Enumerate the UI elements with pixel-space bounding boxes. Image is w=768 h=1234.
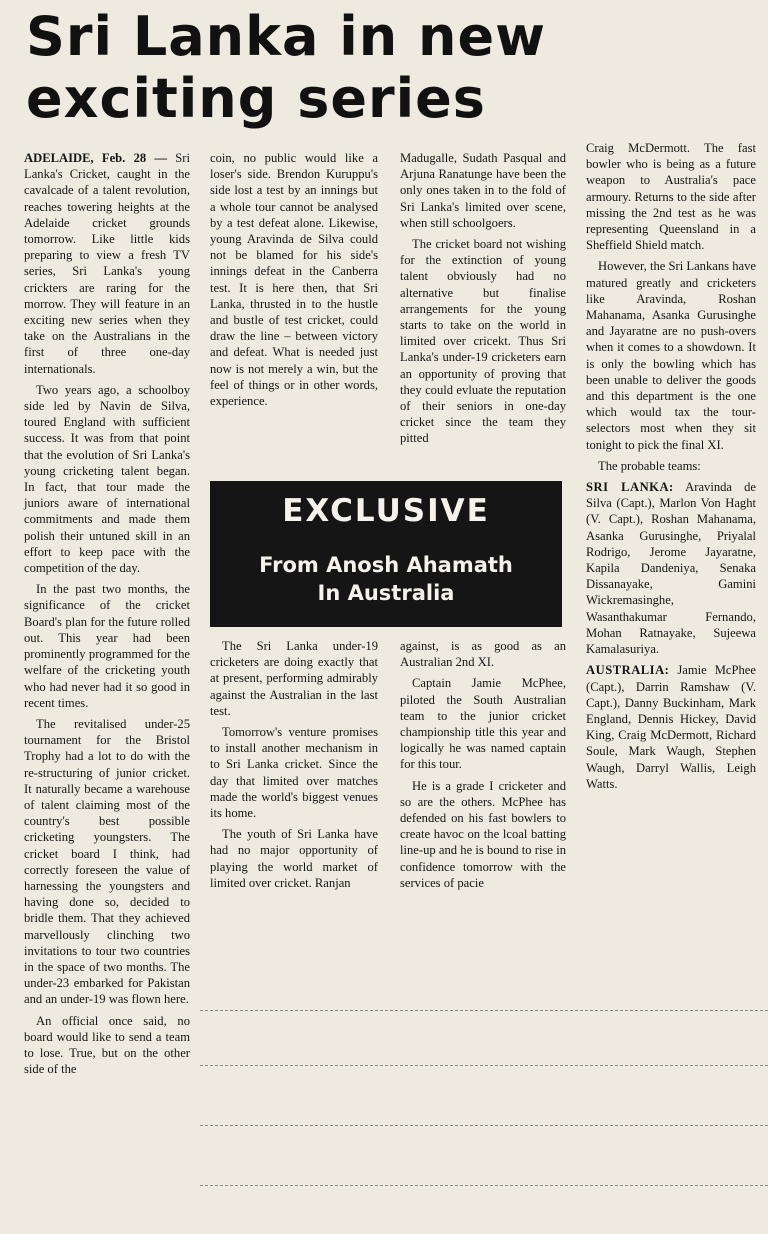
headline: [26, 6, 756, 130]
paragraph: The probable teams:: [598, 458, 701, 473]
dashed-rule: [200, 1185, 768, 1186]
paragraph: The revitalised under-25 tournament for the Bristol Trophy had a lot to do with the re-structuring of junior cricket. It naturally became a warehouse of talent claiming most of the country's best possible cricketing youngsters. The cricket board I think, had correctly foreseen the value of harnessing the youngsters and having done so, decided to bridle them. That they achieved marvellously clinching two invitations to tour two countries in the space of two months. The under-23 embarked for Pakistan and an under-19 was flown here.: [24, 716, 190, 1007]
paragraph: The youth of Sri Lanka have had no major opportunity of playing the world market of limited over cricket. Ranjan: [210, 827, 378, 890]
paragraph: [24, 150, 190, 377]
column-3-top: [400, 150, 566, 452]
paragraph: He is a grade I cricketer and so are the others. McPhee has defended on his fast bowlers to create havoc on the lcoal batting line-up and he is bound to rise in confidence tomorrow with the services of pacie: [400, 778, 566, 890]
paragraph: In the past two months, the significance of the cricket Board's plan for the future rolled out. This year had been prominently programmed for the welfare of the cricketing youth who had never had it so good in recent times.: [24, 582, 190, 710]
column-4: [586, 140, 756, 797]
paragraph: coin, no public would like a loser's side. Brendon Kuruppu's side lost a test by an innings but a whole tour cannot be analysed by a test defeat alone. Likewise, young Aravinda de Silva could not be blamed for his side's innings defeat in the Canberra test. It is here then, that Sri Lanka, thrusted in to the hustle and bustle of test cricket, could draw the line – between victory and defeat. What is needed just now is not merely a win, but the feel of things or in other words, experience.: [210, 151, 378, 409]
team-name: AUSTRALIA:: [586, 663, 670, 678]
column-2-top: [210, 150, 378, 414]
dashed-rule: [200, 1125, 768, 1126]
paragraph-text: Sri Lanka's Cricket, caught in the cavalcade of a talent revolution, reaches towering heights at the Adelaide cricket grounds tomorrow. Like little kids preparing to view a fresh TV series, Sri Lanka's young crickters are raring for the morrow. They will feature in an exciting new series when they take on the Australians in the first of three one-day internationals.: [24, 151, 190, 376]
paragraph: The cricket board not wishing for the extinction of young talent obviously had no alternative but finalise arrangements for the young starts to take on the world in limited over cricekt. Thus Sri Lanka's under-19 cricketers earn an opportunity of proving that they could evluate the reputation of their seniors in one-day cricket since the team they pitted: [400, 237, 566, 446]
paragraph: An official once said, no board would like to send a team to lose. True, but on the other side of the: [24, 1013, 190, 1077]
headline-line-1: Sri Lanka in new: [26, 5, 546, 68]
team-players: Jamie McPhee (Capt.), Darrin Ramshaw (V. Capt.), Danny Buckinham, Mark England, Dennis Hickey, David King, Craig McDermott, Richard Soule, Mark Waugh, Stephen Waugh, Darryl Wallis, Leigh Watts.: [586, 663, 756, 791]
dateline: ADELAIDE, Feb. 28 —: [24, 151, 168, 165]
paragraph: However, the Sri Lankans have matured greatly and cricketers like Aravinda, Roshan Mahanama, Asanka Gurusinghe and Jayaratne are no push-overs when it comes to a showdown. It is only the bowling which has been unable to deliver the goods and this department is the one which would tax the tour-selectors most when they sit tonight to pick the final XI.: [586, 259, 756, 452]
byline-line-2: In Australia: [317, 581, 455, 605]
team-players: Aravinda de Silva (Capt.), Marlon Von Haght (V. Capt.), Roshan Mahanama, Asanka Gurusinghe, Priyalal Rodrigo, Jerome Jayaratne, Kapila Dandeniya, Senaka Dissanayake, Gamini Wickremasinghe, Wasanthakumar Fernando, Mohan Ratnayake, Sujeewa Kamalasuriya.: [586, 480, 756, 657]
byline: [210, 551, 562, 607]
headline-line-2: exciting series: [26, 67, 486, 130]
column-2-bottom: [210, 638, 378, 896]
paragraph: Craig McDermott. The fast bowler who is being as a future weapon to Australia's pace armoury. Returns to the side after missing the 2nd test as he was representing Queensland in a Sheffield Shield match.: [586, 141, 756, 253]
paragraph: The Sri Lanka under-19 cricketers are doing exactly that at present, performing admirably against the Australian in the last test.: [210, 639, 378, 718]
column-1: [24, 150, 190, 1082]
exclusive-title: EXCLUSIVE: [282, 493, 490, 529]
dashed-rule: [200, 1065, 768, 1066]
team-name: SRI LANKA:: [586, 480, 674, 495]
dashed-rule: [200, 1010, 768, 1011]
byline-line-1: From Anosh Ahamath: [259, 553, 513, 577]
paragraph: Two years ago, a schoolboy side led by Navin de Silva, toured England with sufficient success. It was from that point that the evolution of Sri Lanka's young cricketing talent began. In fact, that tour made the juniors aware of international commitments and made them polish their untuned skill in an effort to keep pace with the competition of the day.: [24, 382, 190, 576]
paragraph: Madugalle, Sudath Pasqual and Arjuna Ranatunge have been the only ones taken in to the fold of Sri Lanka's limited over scene, when still schoolgoers.: [400, 151, 566, 230]
team-australia: [586, 662, 756, 792]
exclusive-box: [210, 481, 562, 627]
team-sri-lanka: [586, 479, 756, 657]
column-3-bottom: [400, 638, 566, 896]
paragraph: Captain Jamie McPhee, piloted the South Australian team to the junior cricket championship title this year and logically he was named captain for this tour.: [400, 676, 566, 772]
paragraph: against, is as good as an Australian 2nd XI.: [400, 639, 566, 670]
paragraph: Tomorrow's venture promises to install another mechanism in to Sri Lanka cricket. Since the day that limited over matches made the world's biggest venues its home.: [210, 725, 378, 821]
